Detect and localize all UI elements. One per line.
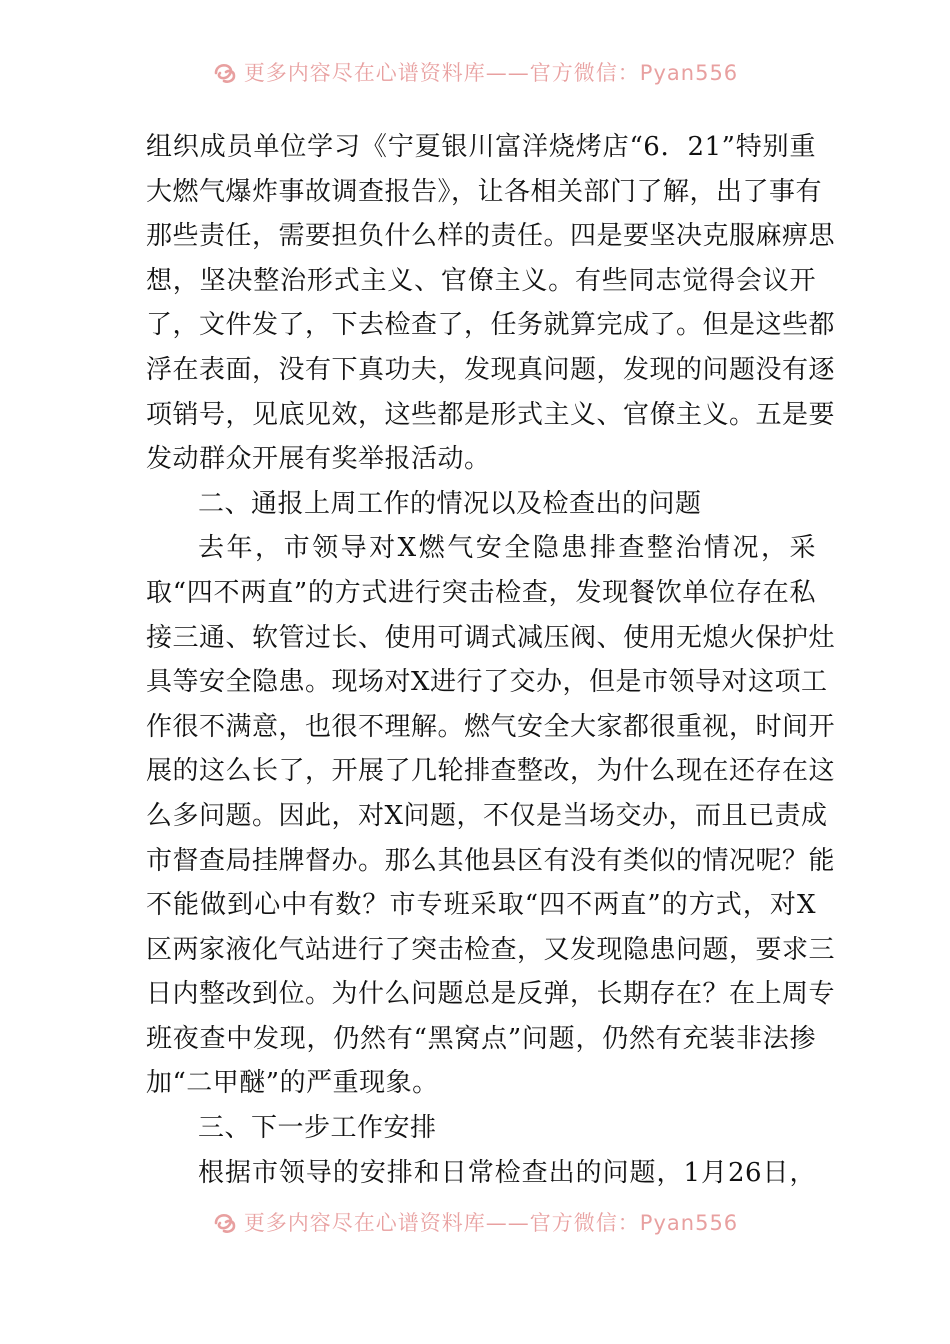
section-heading: 三、下一步工作安排 bbox=[198, 1113, 437, 1144]
header-watermark bbox=[0, 52, 950, 92]
text-line: 日内整改到位。为什么问题总是反弹，长期存在？在上周专 bbox=[146, 979, 836, 1010]
text-line: 了，文件发了，下去检查了，任务就算完成了。但是这些都 bbox=[146, 310, 836, 341]
section-heading: 二、通报上周工作的情况以及检查出的问题 bbox=[198, 488, 702, 519]
footer-watermark bbox=[0, 1202, 950, 1242]
text-line: 取“四不两直”的方式进行突击检查，发现餐饮单位存在私 bbox=[146, 577, 816, 608]
watermark-logo-icon bbox=[212, 1209, 238, 1235]
text-line: 发动群众开展有奖举报活动。 bbox=[146, 444, 491, 475]
watermark-logo-icon bbox=[212, 59, 238, 85]
text-line: 想，坚决整治形式主义、官僚主义。有些同志觉得会议开 bbox=[146, 265, 816, 296]
text-line: 班夜查中发现，仍然有“黑窝点”问题，仍然有充装非法掺 bbox=[146, 1023, 816, 1054]
text-line: 项销号，见底见效，这些都是形式主义、官僚主义。五是要 bbox=[146, 399, 836, 430]
text-line: 去年，市领导对X燃气安全隐患排查整治情况，采 bbox=[198, 533, 816, 564]
text-line: 浮在表面，没有下真功夫，发现真问题，发现的问题没有逐 bbox=[146, 354, 836, 385]
text-line: 根据市领导的安排和日常检查出的问题，1月26日， bbox=[198, 1157, 816, 1188]
text-line: 区两家液化气站进行了突击检查，又发现隐患问题，要求三 bbox=[146, 934, 836, 965]
text-line: 展的这么长了，开展了几轮排查整改，为什么现在还存在这 bbox=[146, 756, 836, 787]
text-line: 组织成员单位学习《宁夏银川富洋烧烤店“6．21”特别重 bbox=[146, 132, 816, 162]
text-line: 加“二甲醚”的严重现象。 bbox=[146, 1068, 439, 1099]
text-line: 具等安全隐患。现场对X进行了交办，但是市领导对这项工 bbox=[146, 667, 828, 698]
text-line: 大燃气爆炸事故调查报告》，让各相关部门了解，出了事有 bbox=[146, 176, 823, 207]
text-line: 那些责任，需要担负什么样的责任。四是要坚决克服麻痹思 bbox=[146, 221, 836, 252]
text-line: 接三通、软管过长、使用可调式减压阀、使用无熄火保护灶 bbox=[146, 622, 836, 653]
text-line: 么多问题。因此，对X问题，不仅是当场交办，而且已责成 bbox=[146, 800, 828, 831]
text-line: 不能做到心中有数？市专班采取“四不两直”的方式，对X bbox=[146, 890, 816, 921]
watermark-text: 更多内容尽在心谱资料库——官方微信：Pyan556 bbox=[243, 61, 739, 85]
watermark-text: 更多内容尽在心谱资料库——官方微信：Pyan556 bbox=[243, 1211, 739, 1235]
text-line: 市督查局挂牌督办。那么其他县区有没有类似的情况呢？能 bbox=[146, 845, 836, 876]
document-body bbox=[146, 125, 836, 1195]
text-line: 作很不满意，也很不理解。燃气安全大家都很重视，时间开 bbox=[146, 711, 836, 742]
